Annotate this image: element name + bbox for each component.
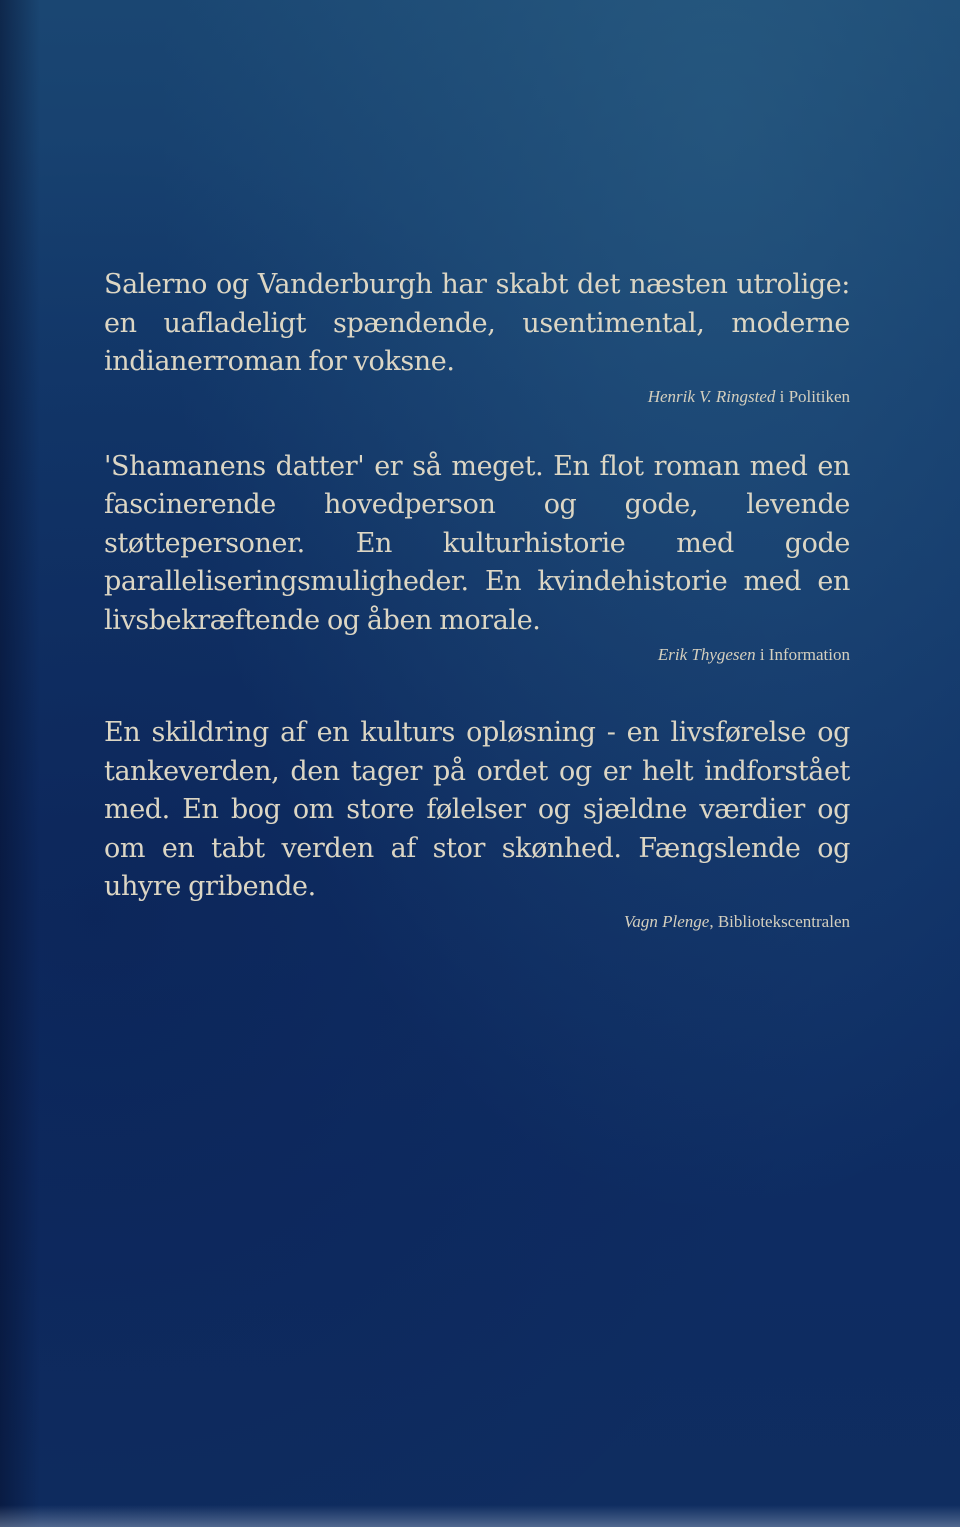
- review-quote: En skildring af en kulturs opløsning - en livsførelse og tankeverden, den tager på ordet og er helt indforstået med. En bog om store følelser og sjældne værdier og om en tabt verden af stor skønhed. Fængslende og uhyre gribende.: [104, 717, 850, 902]
- review-list: [104, 266, 850, 933]
- review-source: i Politiken: [775, 386, 850, 406]
- review-author: Vagn Plenge: [623, 911, 710, 931]
- cover-bottom-edge: [0, 1505, 960, 1527]
- review-bibliotekscentralen: [104, 714, 850, 933]
- review-source: , Bibliotekscentralen: [709, 911, 850, 931]
- review-attribution: [104, 644, 850, 666]
- review-source: i Information: [755, 645, 850, 664]
- review-author: Erik Thygesen: [657, 645, 756, 664]
- review-politiken: [104, 266, 850, 408]
- cover-edge-shadow: [0, 0, 40, 1527]
- review-author: Henrik V. Ringsted: [647, 386, 776, 406]
- review-attribution: [104, 386, 850, 408]
- review-information: [104, 448, 850, 667]
- review-quote: 'Shamanens datter' er så meget. En flot roman med en fascinerende hovedperson og gode, levende støttepersoner. En kulturhistorie med gode paralleliseringsmuligheder. En kvindehistorie med en livsbekræftende og åben morale.: [104, 450, 850, 636]
- review-quote: Salerno og Vanderburgh har skabt det næsten utrolige: en uafladeligt spændende, usentimental, moderne indianerroman for voksne.: [104, 269, 850, 377]
- review-attribution: [104, 911, 850, 933]
